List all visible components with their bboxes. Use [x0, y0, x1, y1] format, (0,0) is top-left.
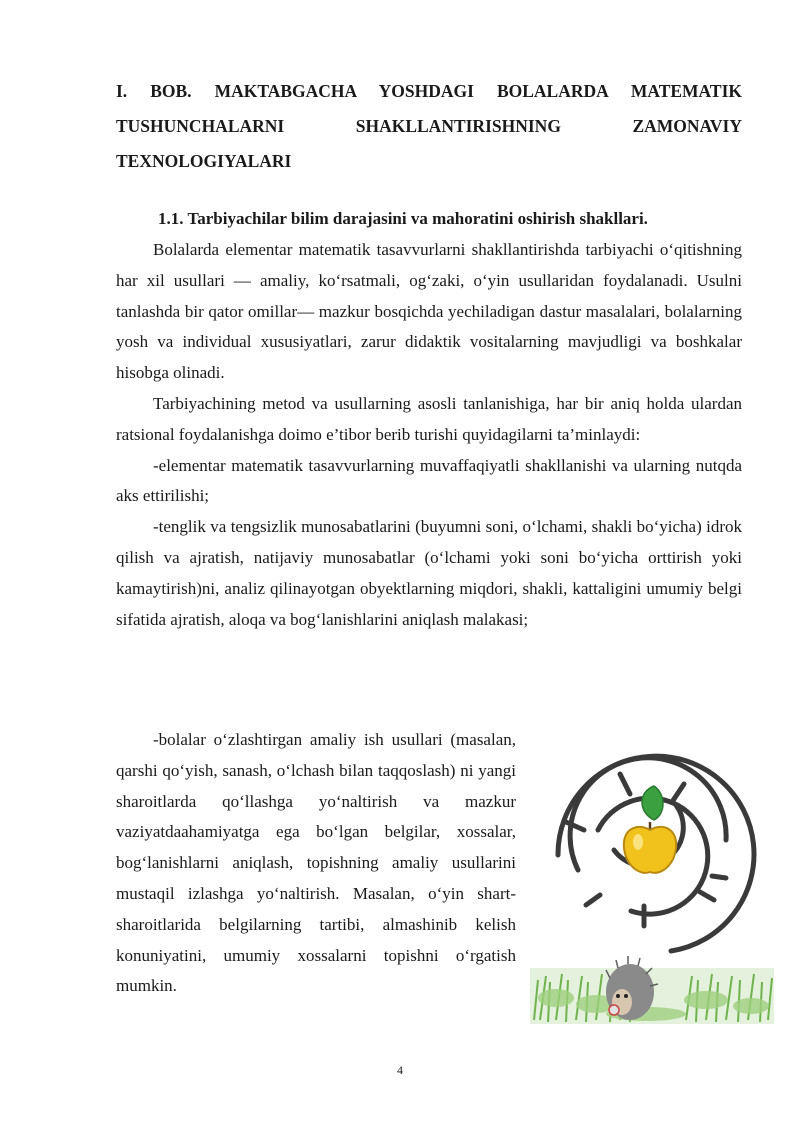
- paragraph: -elementar matematik tasavvurlarning muvaffaqiyatli shakllanishi va ularning nutqda aks ettirilishi;: [116, 455, 742, 506]
- paragraph: Bolalarda elementar matematik tasavvurlarni shakllantirishda tarbiyachi o‘qitishning har xil usullari — amaliy, ko‘rsatmali, og‘zaki, o‘yin usullaridan foydalanadi. Usulni tanlashda bir qator omillar— mazkur bosqichda yechiladigan dastur masalalari, bolalarning yosh va individual xususiyatlari, zarur didaktik vositalarning mavjudligi va boshkalar hisobga olinadi.: [116, 240, 742, 383]
- paragraph: -tenglik va tengsizlik munosabatlarini (buyumni soni, o‘lchami, shakli bo‘yicha) idrok qilish va ajratish, natijaviy munosabatlar (o‘lchami yoki soni bo‘yicha orttirish yoki kamaytirish)ni, analiz qilinayotgan obyektlarning miqdori, shakli, kattaligini umumiy belgi sifatida ajratish, aloqa va bog‘lanishlarini aniqlash malakasi;: [116, 517, 742, 629]
- chapter-title-line-2: TUSHUNCHALARNI SHAKLLANTIRISHNING ZAMONAVIY: [116, 116, 742, 136]
- paragraph: Tarbiyachining metod va usullarning asosli tanlanishiga, har bir aniq holda ulardan ratsional foydalanishga doimo e’tibor berib turishi quyidagilarni ta’minlaydi:: [116, 393, 742, 444]
- chapter-title: [116, 74, 742, 179]
- wrapped-text: [116, 725, 516, 1002]
- paragraph: -bolalar o‘zlashtirgan amaliy ish usullari (masalan, qarshi qo‘yish, sanash, o‘lchash bilan taqqoslash) ni yangi sharoitlarda qo‘llashga yo‘naltirish va mazkur vaziyatdaahamiyatga ega bo‘lgan belgilar, xossalar, bog‘lanishlarni aniqlash, topishning amaliy usullarini mustaqil izlashga yo‘naltirish. Masalan, o‘yin shart-sharoitlarida belgilarning tartibi, almashinib kelish konuniyatini, umumiy xossalarni topishni o‘rgatish mumkin.: [116, 730, 516, 996]
- body-text: [116, 235, 742, 635]
- maze-illustration: [526, 730, 776, 1026]
- section-title: 1.1. Tarbiyachilar bilim darajasini va mahoratini oshirish shakllari.: [158, 209, 648, 228]
- chapter-title-line-3: TEXNOLOGIYALARI: [116, 151, 292, 171]
- page-number: 4: [397, 1063, 403, 1077]
- maze-icon: [526, 730, 776, 1026]
- chapter-title-line-1: I. BOB. MAKTABGACHA YOSHDAGI BOLALARDA MATEMATIK: [116, 81, 742, 101]
